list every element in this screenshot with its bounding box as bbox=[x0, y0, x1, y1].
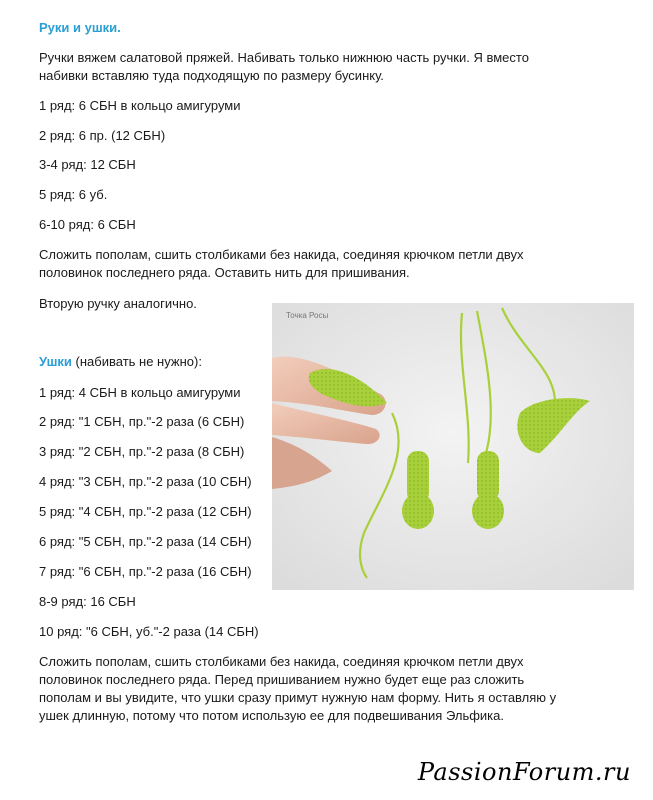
final-line-4: ушек длинную, потому что потом использую ее для подвешивания Эльфика. bbox=[39, 708, 504, 723]
ear-row-1: 1 ряд: 4 СБН в кольцо амигуруми bbox=[39, 385, 241, 400]
site-watermark: PassionForum.ru bbox=[417, 758, 631, 786]
hand-row-4: 5 ряд: 6 уб. bbox=[39, 187, 108, 202]
ears-title-line bbox=[39, 353, 202, 371]
ear-row-4: 4 ряд: "3 СБН, пр."-2 раза (10 СБН) bbox=[39, 474, 252, 489]
section-title-hands-ears: Руки и ушки. bbox=[39, 20, 121, 35]
section-title-ears: Ушки bbox=[39, 354, 72, 369]
ear-row-6: 6 ряд: "5 СБН, пр."-2 раза (14 СБН) bbox=[39, 534, 252, 549]
photo-background bbox=[272, 303, 634, 590]
crochet-hand-1-palm bbox=[402, 493, 434, 529]
ear-row-8-9: 8-9 ряд: 16 СБН bbox=[39, 594, 136, 609]
final-line-3: пополам и вы увидите, что ушки сразу примут нужную нам форму. Нить я оставляю у bbox=[39, 690, 557, 705]
ears-title-note: (набивать не нужно): bbox=[71, 354, 202, 369]
ear-row-2: 2 ряд: "1 СБН, пр."-2 раза (6 СБН) bbox=[39, 414, 245, 429]
second-hand-note: Вторую ручку аналогично. bbox=[39, 296, 197, 311]
final-line-1: Сложить пополам, сшить столбиками без накида, соединяя крючком петли двух bbox=[39, 654, 524, 669]
ear-row-3: 3 ряд: "2 СБН, пр."-2 раза (8 СБН) bbox=[39, 444, 245, 459]
photo-watermark: Точка Росы bbox=[286, 311, 329, 320]
final-line-2: половинок последнего ряда. Перед пришиванием нужно будет еще раз сложить bbox=[39, 672, 525, 687]
hand-row-2: 2 ряд: 6 пр. (12 СБН) bbox=[39, 128, 166, 143]
crochet-hand-2-palm bbox=[472, 493, 504, 529]
ear-row-5: 5 ряд: "4 СБН, пр."-2 раза (12 СБН) bbox=[39, 504, 252, 519]
hand-row-3: 3-4 ряд: 12 СБН bbox=[39, 157, 136, 172]
fold-line-1: Сложить пополам, сшить столбиками без накида, соединяя крючком петли двух bbox=[39, 247, 524, 262]
fold-line-2: половинок последнего ряда. Оставить нить для пришивания. bbox=[39, 265, 410, 280]
crochet-photo bbox=[272, 303, 634, 590]
ear-row-7: 7 ряд: "6 СБН, пр."-2 раза (16 СБН) bbox=[39, 564, 252, 579]
intro-line-2: набивки вставляю туда подходящую по размеру бусинку. bbox=[39, 68, 384, 83]
hand-row-5: 6-10 ряд: 6 СБН bbox=[39, 217, 136, 232]
hand-row-1: 1 ряд: 6 СБН в кольцо амигуруми bbox=[39, 98, 241, 113]
intro-line-1: Ручки вяжем салатовой пряжей. Набивать только нижнюю часть ручки. Я вместо bbox=[39, 50, 529, 65]
ear-row-10: 10 ряд: "6 СБН, уб."-2 раза (14 СБН) bbox=[39, 624, 259, 639]
